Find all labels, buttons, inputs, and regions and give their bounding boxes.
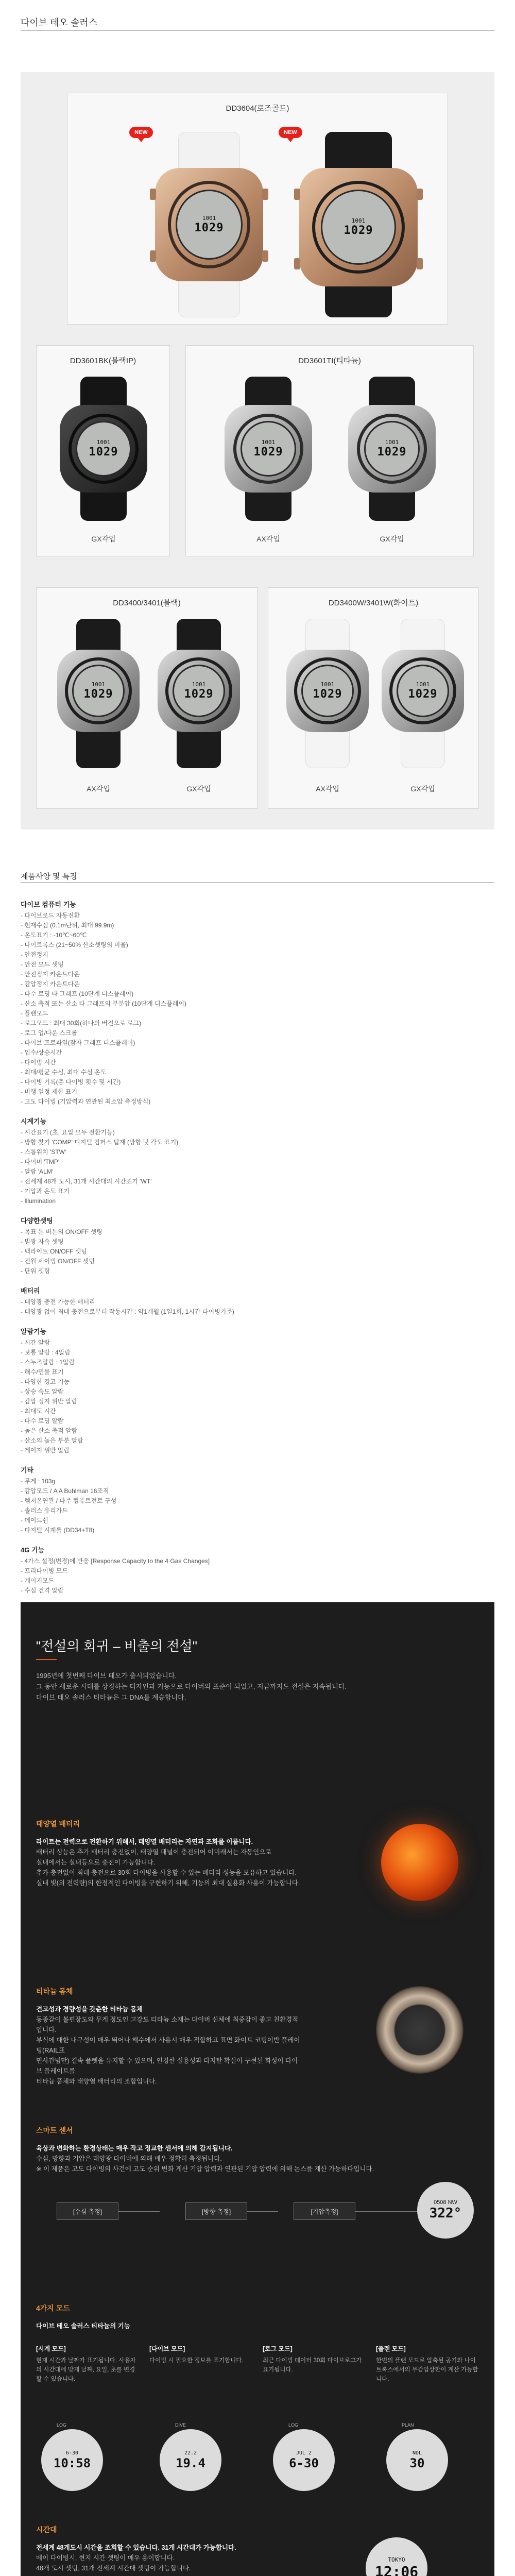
spec-divider (21, 882, 494, 883)
watch-caption: GX각입 (186, 785, 211, 793)
spec-item: - 4가스 설정(변경)에 반응 [Response Capacity to the 4 Gas Changes] (21, 1557, 210, 1565)
spec-item: - 기압과 온도 표기 (21, 1188, 70, 1195)
spec-item: - 안전정지 (21, 951, 48, 958)
new-badge: NEW (129, 127, 153, 138)
lcd-line-1: 1001 (351, 217, 366, 224)
mini-display-log (273, 2429, 335, 2491)
spec-section (21, 1285, 494, 1317)
mode-body: 한번의 플랜 모드로 압축된 공기와 나이트록스에서의 무감압상한이 계산 가능합니다. (376, 2358, 478, 2382)
spec-section-head: 다양한셋팅 (21, 1217, 53, 1225)
lcd-line-1: 1001 (385, 439, 399, 446)
badge-tail (287, 138, 294, 142)
watch-image (379, 619, 467, 768)
lcd-line-2: 1029 (194, 222, 224, 234)
lcd-line-2: 1029 (89, 446, 118, 459)
spec-item: - 무게 : 103g (21, 1478, 56, 1485)
section-line: 면사간범만) 결속 플렛을 유지할 수 있으며, 인경한 실용성과 다지탈 확실이 구현된 화성이 다이브 플레이트를 (36, 2057, 298, 2075)
spec-item: - 다이브 프로파일(잠자 그래프 디스플레이) (21, 1039, 135, 1046)
section-line: 추가 충전없이 최대 충전으로 30회 다이빙을 사용할 수 있는 배터리 성능을 보유하고 있습니다. (36, 1869, 297, 1876)
section-line: 부식에 대한 내구성이 매우 뛰어나 해수에서 사용시 매우 적합하고 표면 화이트 코팅이반 플레이팅(RAIL표 (36, 2037, 300, 2054)
spec-section (21, 1326, 494, 1455)
product-card-black-ip (36, 345, 170, 556)
spec-item: - 렘저온연관 / 다주 컴퓨트전로 구성 (21, 1497, 117, 1504)
spec-item: - 방향 찾기 'COMP' 디지털 컴퍼스 탑재 (방향 및 각도 표기) (21, 1139, 179, 1146)
section-head-solar: 태양열 배터리 (36, 1820, 80, 1828)
spec-item: - 로그 업/다운 스크롤 (21, 1029, 78, 1037)
tz-city: TOKYO (388, 2556, 405, 2563)
mini-main: 19.4 (176, 2455, 205, 2470)
new-badge: NEW (279, 127, 302, 138)
watch-image (284, 619, 371, 768)
spec-item: - 스톱워치 'STW' (21, 1148, 66, 1156)
spec-item: - 솔러스 유리가드 (21, 1507, 68, 1514)
spec-item: - 고도 다이빙 (기압력과 연관된 최소압 측정방식) (21, 1098, 151, 1105)
page-title: 다이브 테오 솔러스 (21, 18, 98, 28)
mini-main: 10:58 (53, 2455, 91, 2470)
card-title: DD3400W/3401W(화이트) (328, 599, 419, 607)
spec-item: - 프리다이빙 모드 (21, 1567, 68, 1574)
compass-top: 0508 NW (434, 2199, 457, 2206)
spec-item: - 빌광 자속 셋팅 (21, 1238, 64, 1245)
mini-main: 6-30 (289, 2455, 319, 2470)
watch-image (346, 377, 438, 521)
card-title: DD3601BK(블랙IP) (70, 357, 136, 365)
spec-item: - 산소의 높은 부분 알람 (21, 1437, 83, 1444)
section-line: 동종같이 볼편장도와 무게 정도인 고강도 티타늄 소재는 다이버 신체에 최중감이 좋고 친환경적입니다. (36, 2016, 299, 2033)
mini-top: 22.2 (184, 2450, 197, 2456)
section-line: ※ 이 제품은 고도 다이빙의 사건에 고도 순위 변화 게산 기압 압력과 연관된 기압 압력에 의해 논스를 계산 가능하다입니다. (36, 2165, 374, 2173)
sun-image (381, 1824, 458, 1901)
section-strong: 전세계 48개도시 시간을 조회할 수 있습니다. 31개 시간대가 가능합니다. (36, 2544, 236, 2551)
sensor-pressure: [기압측정] (294, 2202, 355, 2220)
spec-item: - 감압모드 / A A Buhlman 16조직 (21, 1487, 109, 1495)
side-button (294, 258, 300, 269)
spec-item: - Illumination (21, 1197, 56, 1205)
spec-item: - 최대/평균 수심, 최대 수심 온도 (21, 1069, 107, 1076)
mini-label: LOG (288, 2422, 299, 2428)
section-strong: 다이브 테오 솔러스 티타늄의 기능 (36, 2323, 130, 2330)
section-head-titanium: 티타늄 몸체 (36, 1987, 73, 1995)
spec-item: - 전원 세이빙 ON/OFF 셋팅 (21, 1258, 95, 1265)
spec-item: - 게이지 위반 알람 (21, 1447, 70, 1454)
mode-body: 현재 시간과 날짜가 표기됩니다. 사용자의 시간대에 맞게 날짜, 요일, 초를 변경할 수 있습니다. (36, 2358, 136, 2382)
watch-image (294, 132, 423, 317)
side-button (262, 189, 268, 200)
mini-top: 6-30 (65, 2450, 79, 2456)
spec-section-head: 배터리 (21, 1287, 40, 1295)
mini-label: PLAN (402, 2422, 414, 2428)
spec-item: - 감압정지 카운트다운 (21, 980, 80, 988)
lcd-line-1: 1001 (261, 439, 276, 446)
section-head-modes: 4가지 모드 (36, 2304, 70, 2312)
spec-item: - 시간표기 (초, 요일 모두 전환기능) (21, 1129, 115, 1136)
spec-item: - 알람 'ALM' (21, 1168, 54, 1175)
watch-caption: GX각입 (91, 535, 116, 543)
section-body-timezone (36, 2543, 304, 2573)
spec-item: - 현재수심 (0.1m단위, 최대 99.9m) (21, 922, 114, 929)
side-button (150, 250, 156, 262)
section-strong: 견고성과 경량성을 갖춘한 티타늄 몸체 (36, 2006, 143, 2013)
spec-item: - 높은 산소 축적 알람 (21, 1427, 78, 1434)
titanium-case-image (376, 1986, 464, 2074)
card-title: DD3604(로즈골드) (226, 104, 289, 113)
timezone-display (366, 2537, 427, 2576)
tz-time: 12:06 (374, 2563, 419, 2576)
watch-caption: AX각입 (87, 785, 110, 793)
side-button (417, 189, 423, 200)
product-card-white (268, 587, 479, 809)
lcd-line-1: 1001 (202, 215, 216, 222)
spec-item: - 상승 속도 알람 (21, 1388, 64, 1395)
spec-item: - 다수 로딩 타 그래프 (10단계 디스플레이) (21, 990, 134, 997)
lcd-line-2: 1029 (83, 688, 113, 701)
mini-top: JUL 2 (296, 2450, 312, 2456)
mini-display-watch (41, 2429, 103, 2491)
section-strong: 라이트는 전력으로 전환하기 위해서, 태양열 배터리는 자연과 조화를 이룹니다. (36, 1838, 253, 1845)
feature-intro (36, 1670, 479, 1703)
section-body-sensor (36, 2143, 479, 2174)
lcd-display (241, 421, 296, 477)
section-line: 메이 다이빙시, 현지 시간 셋팅이 매우 용이합니다. (36, 2554, 175, 2562)
intro-line: 1995년에 첫번째 다이브 테오가 출시되었습니다. (36, 1672, 177, 1680)
spec-item: - 다양한 경고 기능 (21, 1378, 70, 1385)
product-card-titanium (185, 345, 474, 556)
spec-item: - 다이브로드 자동전환 (21, 912, 80, 919)
lcd-display (397, 665, 449, 717)
card-title: DD3601TI(티타늄) (298, 357, 361, 365)
spec-item: - 감압 정지 위반 알람 (21, 1398, 78, 1405)
spec-item: - 입수/상승시간 (21, 1049, 62, 1056)
mini-top: NDL (412, 2450, 422, 2456)
lcd-line-2: 1029 (377, 446, 407, 459)
lcd-line-1: 1001 (416, 681, 430, 688)
watch-image (57, 377, 150, 521)
spec-item: - 태양광 충전 가능한 배터리 (21, 1298, 95, 1306)
spec-item: - 시간 알람 (21, 1339, 50, 1346)
spec-item: - 안전 모드 셋팅 (21, 961, 64, 968)
lcd-display (76, 421, 131, 477)
card-title: DD3400/3401(블랙) (113, 599, 181, 607)
lcd-display (72, 665, 125, 717)
spec-title: 제품사양 및 특징 (21, 872, 77, 881)
mode-body: 다이빙 시 필요한 정보를 표기합니다. (149, 2358, 244, 2364)
lcd-line-2: 1029 (344, 224, 373, 237)
lcd-line-1: 1001 (96, 439, 111, 446)
section-body-solar (36, 1837, 304, 1888)
watch-image (150, 132, 268, 317)
compass-value: 322° (429, 2206, 462, 2221)
spec-section-head: 다이브 컴퓨터 기능 (21, 901, 76, 908)
spec-item: - 안전정지 카운트다운 (21, 971, 80, 978)
section-body-modes (36, 2321, 304, 2331)
spec-item: - 온도표기 : -10℃~60℃ (21, 931, 87, 939)
section-strong: 육상과 변화하는 환경상태는 매우 작고 정교한 센서에 의해 감지됩니다. (36, 2145, 233, 2152)
lcd-line-1: 1001 (192, 681, 206, 688)
mini-display-dive (160, 2429, 221, 2491)
spec-item: - 해수/민물 표기 (21, 1368, 64, 1376)
section-line: 배터리 상능은 추가 배터리 충전없이, 태양열 패널이 충전되어 이미래서는 자동인으로 (36, 1849, 272, 1856)
sensor-depth: [수심 측정] (57, 2202, 118, 2220)
spec-section (21, 1116, 494, 1206)
spec-section-head: 기타 (21, 1466, 34, 1474)
mode-head: [로그 모드] (263, 2345, 293, 2352)
mode-card-dive (149, 2344, 252, 2365)
spec-item: - 최대도 시간 (21, 1408, 56, 1415)
sensor-connector (247, 2211, 278, 2212)
section-line: 실내에서는 실내등으로 충전이 가능합니다. (36, 1859, 156, 1866)
side-button (417, 258, 423, 269)
section-line: 수심, 방향과 기압은 태양광 다이버에 의해 매우 정확히 측정됩니다. (36, 2155, 222, 2162)
product-card-rosegold (67, 93, 448, 325)
compass-display (417, 2182, 474, 2239)
product-gallery (21, 72, 494, 829)
spec-item: - 산소 축적 또는 산소 타 그래프의 부분압 (10단계 디스플레이) (21, 1000, 186, 1007)
lcd-line-2: 1029 (408, 688, 438, 701)
spec-item: - 플랜모드 (21, 1010, 48, 1017)
lcd-display (364, 421, 420, 477)
spec-item: - 로그모드 : 최대 30회(하나의 버전으로 로그) (21, 1020, 142, 1027)
watch-image (155, 619, 243, 768)
lcd-line-2: 1029 (313, 688, 342, 701)
mode-body: 최근 다이빙 데이터 30회 다이브로그가 표기됩니다. (263, 2358, 362, 2373)
spec-section (21, 1465, 494, 1535)
spec-section (21, 1545, 494, 1596)
mode-card-log (263, 2344, 366, 2375)
watch-caption: AX각입 (256, 535, 280, 543)
mini-display-plan (386, 2429, 448, 2491)
spec-list (21, 899, 494, 1605)
section-line: 티타늄 품체와 태양열 배터리의 조합입니다. (36, 2078, 157, 2085)
spec-item: - 단위 셋팅 (21, 1267, 50, 1275)
mini-label: LOG (57, 2422, 67, 2428)
spec-item: - 백라이트 ON/OFF 셋팅 (21, 1248, 87, 1255)
mini-main: 30 (409, 2455, 425, 2470)
mode-card-plan (376, 2344, 479, 2384)
spec-section (21, 1215, 494, 1276)
lcd-display (173, 665, 225, 717)
section-head-timezone: 시간대 (36, 2526, 57, 2534)
spec-item: - 메이드쉰 (21, 1517, 48, 1524)
lcd-line-1: 1001 (320, 681, 335, 688)
section-line: 실내 빛(외 전력량)의 한정적인 다이빙을 구현하기 위해, 기능의 최대 실용화 사용이 가능합니다. (36, 1879, 300, 1887)
spec-item: - 태양광 없이 최대 충전으로부터 작동시간 : 약1개월 (1일1회, 1시간 다이빙기준) (21, 1308, 234, 1315)
spec-item: - 비행 일정 제한 표기 (21, 1088, 78, 1095)
section-head-sensor: 스마트 센서 (36, 2126, 73, 2134)
lcd-display (176, 190, 243, 260)
side-button (294, 189, 300, 200)
badge-tail (138, 138, 144, 142)
spec-section (21, 899, 494, 1107)
spec-item: - 게이지모드 (21, 1577, 55, 1584)
mode-head: [플랜 모드] (376, 2345, 406, 2352)
spec-item: - 다지털 시계를 (DD34+T8) (21, 1527, 95, 1534)
watch-caption: GX각입 (410, 785, 435, 793)
mode-head: [시계 모드] (36, 2345, 66, 2352)
side-button (150, 189, 156, 200)
product-card-black (36, 587, 258, 809)
intro-line: 다이브 테오 솔러스 티타늄은 그 DNA를 계승합니다. (36, 1693, 186, 1701)
lcd-line-2: 1029 (253, 446, 283, 459)
spec-item: - 다이빙 기록(총 다이빙 횟수 및 시간) (21, 1078, 121, 1086)
spec-item: - 나이트록스 (21~50% 산소셋팅의 비율) (21, 941, 128, 948)
side-button (262, 250, 268, 262)
spec-section-head: 4G 기능 (21, 1546, 45, 1554)
lcd-line-2: 1029 (184, 688, 214, 701)
spec-section-head: 시계기능 (21, 1117, 47, 1125)
mode-card-watch (36, 2344, 139, 2384)
lcd-line-1: 1001 (91, 681, 106, 688)
watch-image (55, 619, 142, 768)
mode-head: [다이브 모드] (149, 2345, 185, 2352)
section-line: 48개 도시 셋팅, 31개 전세계 시간대 셋팅이 가능합니다. (36, 2565, 191, 2572)
spec-item: - 보통 알람 : 4알람 (21, 1349, 71, 1356)
spec-item: - 전세계 48개 도시, 31개 시간대의 시간표기 'WT' (21, 1178, 152, 1185)
spec-item: - 수심 건격 알람 (21, 1587, 64, 1594)
sensor-connector (118, 2211, 160, 2212)
feature-title: "전설의 회귀 – 비출의 전설" (36, 1638, 197, 1654)
spec-item: - 다수 로딩 알람 (21, 1417, 64, 1425)
watch-image (222, 377, 315, 521)
spec-item: - 스누즈알람 : 1알람 (21, 1359, 75, 1366)
lcd-display (321, 190, 396, 265)
mini-label: DIVE (175, 2422, 186, 2428)
spec-item: - 목표 톤 버튼의 ON/OFF 셋팅 (21, 1228, 102, 1235)
watch-caption: GX각입 (380, 535, 404, 543)
spec-item: - 다이빙 시간 (21, 1059, 56, 1066)
sensor-direction: [방향 측정] (185, 2202, 247, 2220)
spec-item: - 타이머 'TMP' (21, 1158, 60, 1165)
intro-line: 그 동안 새로운 시대를 상징하는 디자인과 기능으로 다이버의 표준이 되었고, 지금까지도 전설은 지속됩니다. (36, 1683, 347, 1690)
spec-section-head: 알람기능 (21, 1328, 47, 1335)
feature-section (21, 1602, 494, 2576)
section-body-titanium (36, 2004, 304, 2087)
lcd-display (301, 665, 354, 717)
title-accent (36, 1659, 57, 1660)
sensor-connector (355, 2211, 417, 2212)
watch-caption: AX각입 (316, 785, 339, 793)
